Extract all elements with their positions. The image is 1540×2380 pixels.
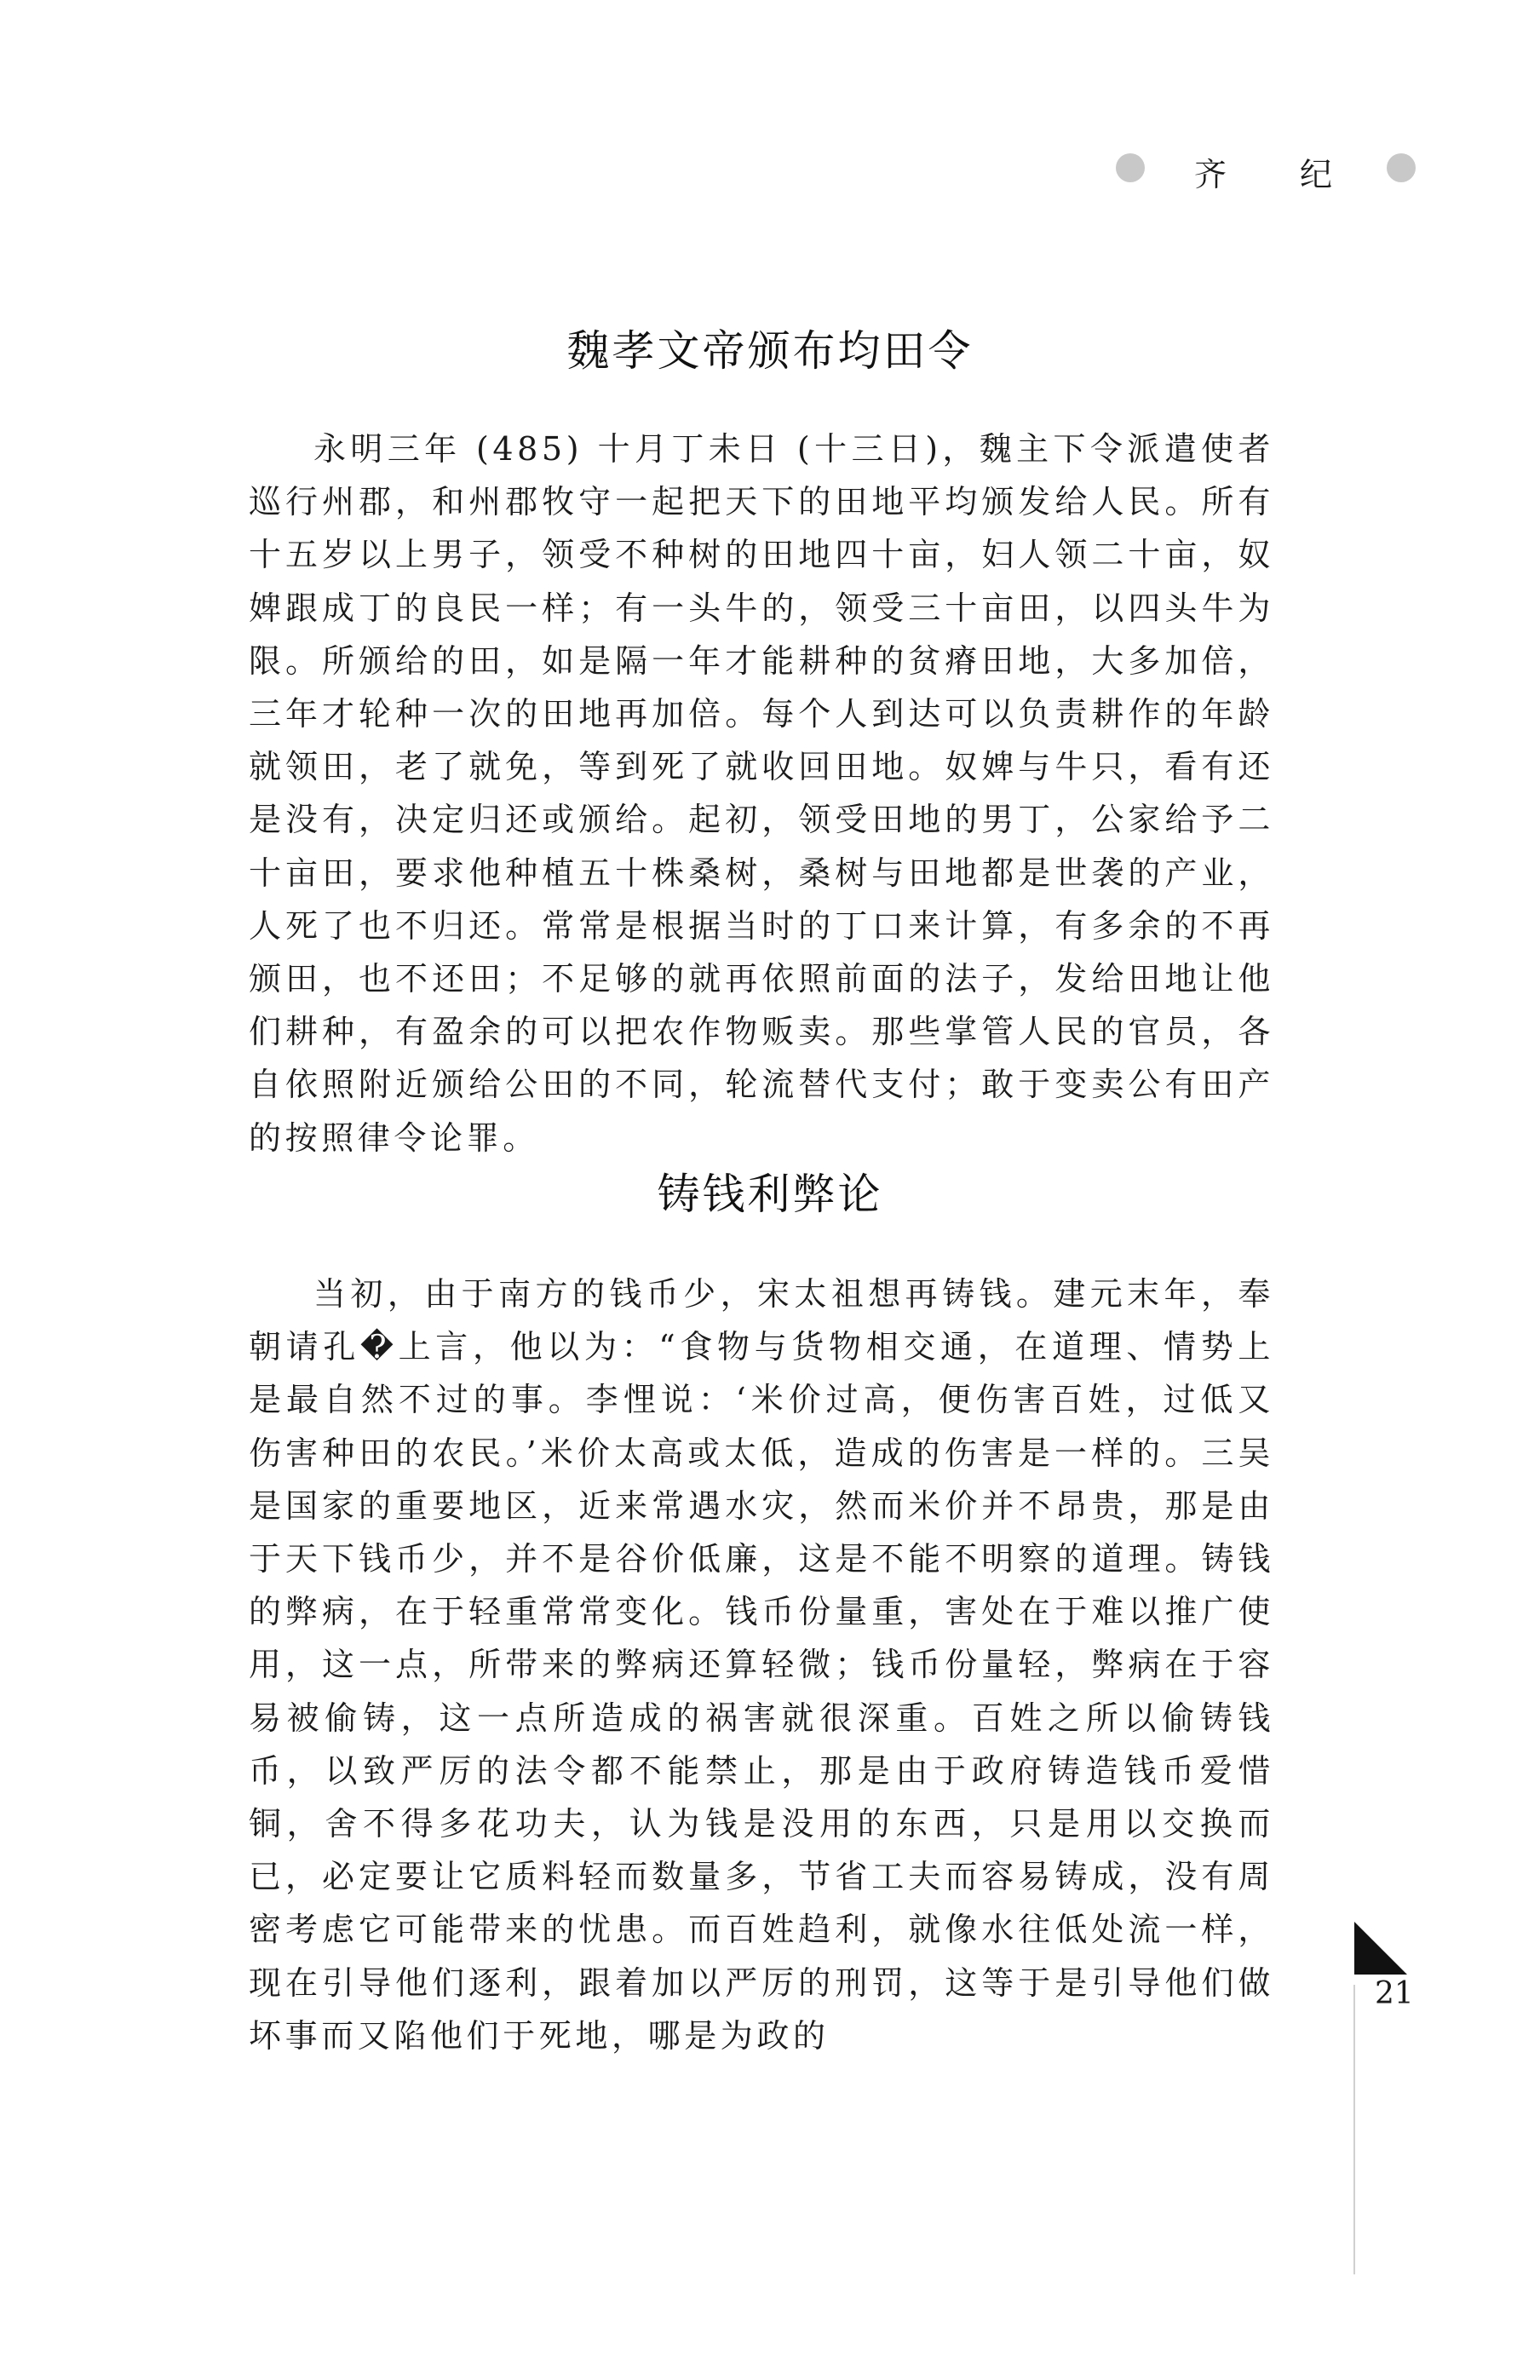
header-dot-right [1387,153,1416,182]
paragraph-equal-field: 永明三年 (485) 十月丁未日 (十三日)，魏主下令派遣使者巡行州郡，和州郡牧守一起把天下的田地平均颁发给人民。所有十五岁以上男子，领受不种树的田地四十亩，妇人领二十亩，奴婢跟成丁的良民一样；有一头牛的，领受三十亩田，以四头牛为限。所颁给的田，如是隔一年才能耕种的贫瘠田地，大多加倍，三年才轮种一次的田地再加倍。每个人到达可以负责耕作的年龄就领田，老了就免，等到死了就收回田地。奴婢与牛只，看有还是没有，决定归还或颁给。起初，领受田地的男丁，公家给予二十亩田，要求他种植五十株桑树，桑树与田地都是世袭的产业，人死了也不归还。常常是根据当时的丁口来计算，有多余的不再颁田，也不还田；不足够的就再依照前面的法子，发给田地让他们耕种，有盈余的可以把农作物贩卖。那些掌管人民的官员，各自依照附近颁给公田的不同，轮流替代支付；敢于变卖公有田产的按照律令论罪。 [249,430,1274,1157]
header-dot-left [1116,153,1145,182]
page-number: 21 [1375,1976,1414,2011]
section-title-coinage: 铸钱利弊论 [657,1170,883,1219]
section-title-equal-field: 魏孝文帝颁布均田令 [566,326,974,376]
corner-triangle-icon [1354,1922,1407,1975]
header-char-right: 纪 [1300,156,1333,193]
margin-rule [1353,1985,1355,2274]
header-char-left: 齐 [1194,156,1227,193]
running-header [1116,153,1416,194]
paragraph-coinage: 当初，由于南方的钱币少，宋太祖想再铸钱。建元末年，奉朝请孔�上言，他以为：“食物与货物相交通，在道理、情势上是最自然不过的事。李悝说：‘米价过高，便伤害百姓，过低又伤害种田的农民。’米价太高或太低，造成的伤害是一样的。三吴是国家的重要地区，近来常遇水灾，然而米价并不昂贵，那是由于天下钱币少，并不是谷价低廉，这是不能不明察的道理。铸钱的弊病，在于轻重常常变化。钱币份量重，害处在于难以推广使用，这一点，所带来的弊病还算轻微；钱币份量轻，弊病在于容易被偷铸，这一点所造成的祸害就很深重。百姓之所以偷铸钱币，以致严厉的法令都不能禁止，那是由于政府铸造钱币爱惜铜，舍不得多花功夫，认为钱是没用的东西，只是用以交换而已，必定要让它质料轻而数量多，节省工夫而容易铸成，没有周密考虑它可能带来的忧患。而百姓趋利，就像水往低处流一样，现在引导他们逐利，跟着加以严厉的刑罚，这等于是引导他们做坏事而又陷他们于死地，哪是为政的 [249,1275,1274,2055]
